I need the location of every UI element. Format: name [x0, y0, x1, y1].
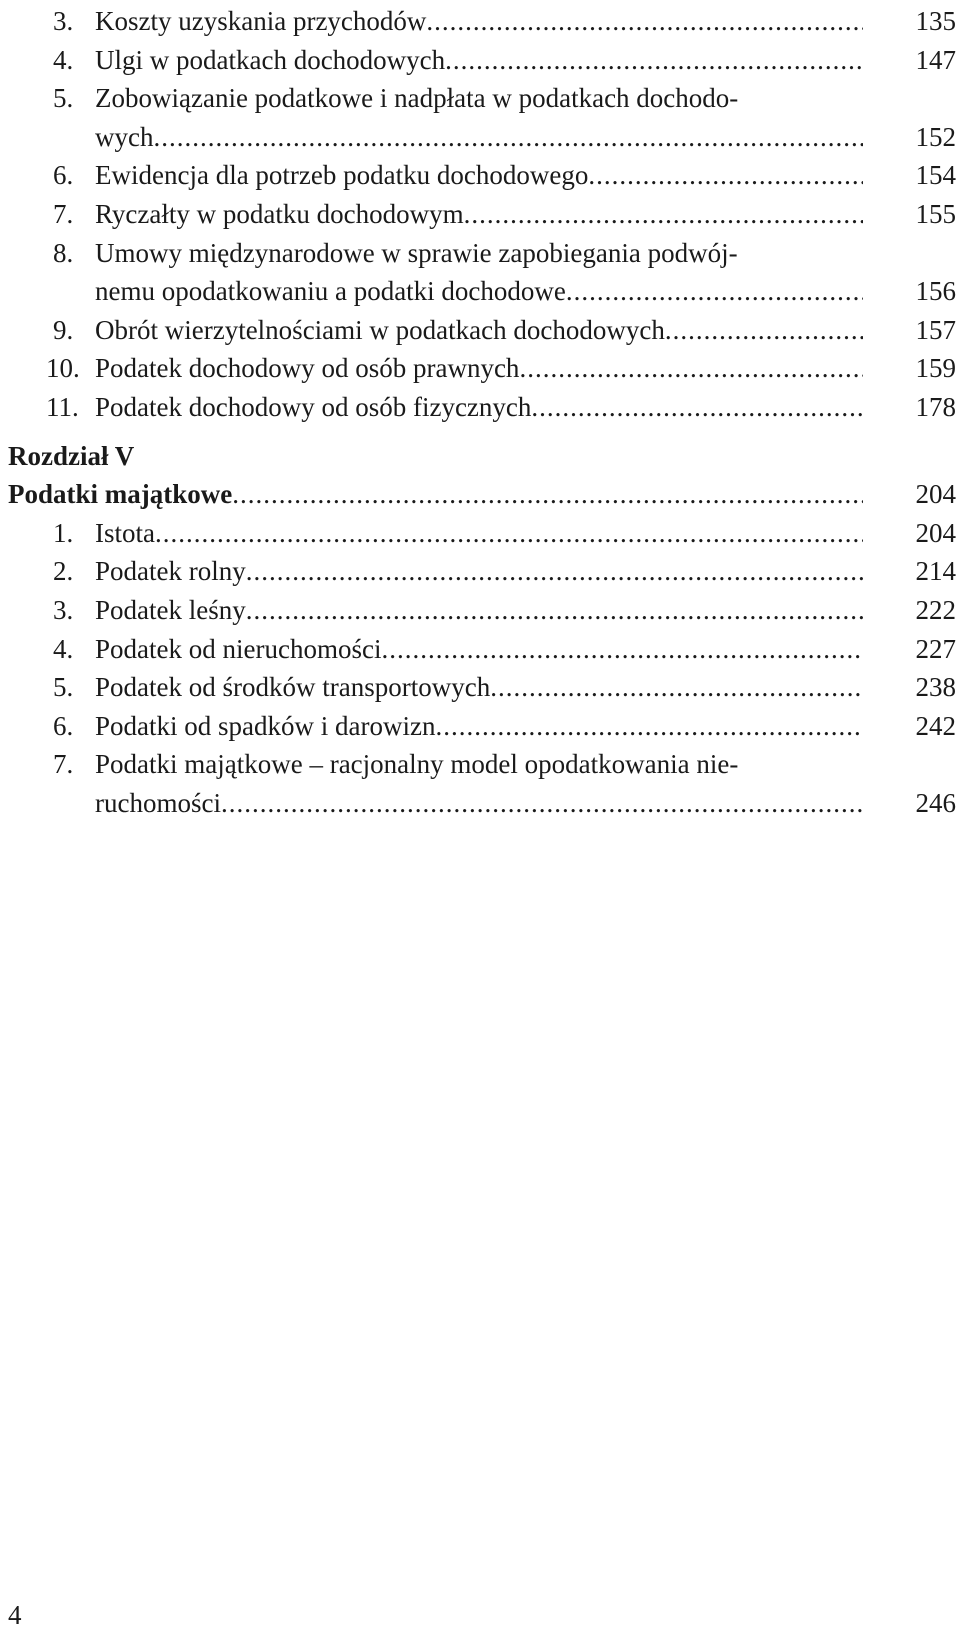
dot-leader: [665, 315, 863, 345]
toc-entry-page: 155: [915, 198, 956, 229]
toc-entry-title-cont: wych: [95, 121, 154, 152]
toc-entry-number: 7.: [53, 749, 74, 780]
toc-entry-title: Podatek leśny: [95, 594, 246, 625]
chapter-page: 204: [915, 479, 956, 510]
toc-entry[interactable]: [8, 707, 956, 746]
toc-entry-title: Koszty uzyskania przychodów: [95, 6, 427, 36]
toc-entry[interactable]: [8, 195, 956, 234]
toc-entry-number: 5.: [53, 672, 74, 703]
toc-entry-page: 135: [915, 6, 956, 36]
toc-entry-title: Podatki od spadków i darowizn: [95, 710, 436, 741]
toc-entry-title: Podatek dochodowy od osób prawnych: [95, 353, 520, 384]
toc-entry-number: 6.: [53, 710, 74, 741]
toc-entry[interactable]: [8, 41, 956, 80]
toc-entry-page: 246: [915, 787, 956, 818]
toc-entry-title: Zobowiązanie podatkowe i nadpłata w podatkach dochodo-: [95, 83, 739, 114]
table-of-contents: [8, 2, 956, 822]
dot-leader: [381, 634, 863, 664]
dot-leader: [490, 672, 863, 702]
chapter-heading: [8, 437, 956, 476]
dot-leader: [566, 276, 863, 306]
dot-leader: [531, 392, 863, 422]
toc-entry-title: Istota: [95, 517, 155, 548]
toc-entry-page: 147: [915, 44, 956, 75]
page-number: 4: [8, 1600, 22, 1630]
toc-entry-page: 154: [915, 160, 956, 191]
toc-entry-continuation[interactable]: [8, 118, 956, 157]
toc-entry-number: 10.: [46, 353, 80, 384]
toc-entry-page: 178: [915, 391, 956, 422]
toc-entry[interactable]: [8, 552, 956, 591]
toc-entry-page: 242: [915, 710, 956, 741]
toc-entry[interactable]: [8, 79, 956, 118]
toc-entry[interactable]: [8, 234, 956, 273]
toc-entry-title: Podatek dochodowy od osób fizycznych: [95, 391, 532, 422]
toc-entry-number: 11.: [46, 391, 79, 422]
dot-leader: [246, 556, 863, 586]
toc-entry-number: 3.: [53, 6, 74, 36]
dot-leader: [588, 160, 863, 190]
dot-leader: [435, 711, 863, 741]
dot-leader: [246, 595, 863, 625]
toc-entry[interactable]: [8, 668, 956, 707]
toc-entry-number: 9.: [53, 314, 74, 345]
dot-leader: [464, 199, 863, 229]
toc-entry-page: 159: [915, 353, 956, 384]
toc-entry-title: Ewidencja dla potrzeb podatku dochodowego: [95, 160, 589, 191]
toc-entry-title: Podatek rolny: [95, 556, 246, 587]
dot-leader: [445, 45, 863, 75]
toc-entry-number: 6.: [53, 160, 74, 191]
dot-leader: [519, 353, 863, 383]
toc-entry-number: 5.: [53, 83, 74, 114]
toc-entry[interactable]: [8, 591, 956, 630]
toc-entry-page: 157: [915, 314, 956, 345]
toc-entry-number: 7.: [53, 198, 74, 229]
toc-entry-page: 214: [915, 556, 956, 587]
dot-leader: [232, 479, 863, 509]
toc-entry[interactable]: [8, 630, 956, 669]
toc-entry-title-cont: nemu opodatkowaniu a podatki dochodowe: [95, 276, 566, 307]
toc-entry-title: Obrót wierzytelnościami w podatkach dochodowych: [95, 314, 665, 345]
toc-entry[interactable]: [8, 388, 956, 427]
toc-entry-number: 4.: [53, 633, 74, 664]
toc-entry[interactable]: [8, 2, 956, 41]
toc-entry[interactable]: [8, 311, 956, 350]
toc-entry-number: 3.: [53, 594, 74, 625]
toc-entry-number: 4.: [53, 44, 74, 75]
toc-entry[interactable]: [8, 156, 956, 195]
toc-entry-page: 156: [915, 276, 956, 307]
toc-entry-number: 1.: [53, 517, 74, 548]
toc-entry-page: 227: [915, 633, 956, 664]
toc-entry-title-cont: ruchomości: [95, 787, 221, 818]
toc-entry-number: 8.: [53, 237, 74, 268]
dot-leader: [155, 518, 863, 548]
chapter-label: Rozdział V: [8, 440, 135, 471]
toc-entry-page: 222: [915, 594, 956, 625]
dot-leader: [221, 788, 863, 818]
toc-entry[interactable]: [8, 745, 956, 784]
toc-entry-page: 238: [915, 672, 956, 703]
toc-entry[interactable]: [8, 514, 956, 553]
section-gap: [8, 427, 956, 437]
toc-entry-title: Ryczałty w podatku dochodowym: [95, 198, 464, 229]
toc-entry-title: Ulgi w podatkach dochodowych: [95, 44, 446, 75]
toc-entry[interactable]: [8, 349, 956, 388]
chapter-title: Podatki majątkowe: [8, 479, 233, 510]
toc-entry-number: 2.: [53, 556, 74, 587]
toc-entry-continuation[interactable]: [8, 272, 956, 311]
chapter-entry[interactable]: [8, 475, 956, 514]
dot-leader: [153, 122, 863, 152]
toc-entry-continuation[interactable]: [8, 784, 956, 823]
toc-entry-title: Podatek od nieruchomości: [95, 633, 382, 664]
toc-entry-page: 152: [915, 121, 956, 152]
toc-entry-page: 204: [915, 517, 956, 548]
toc-entry-title: Umowy międzynarodowe w sprawie zapobiegania podwój-: [95, 237, 738, 268]
dot-leader: [426, 6, 863, 36]
toc-entry-title: Podatki majątkowe – racjonalny model opodatkowania nie-: [95, 749, 739, 780]
toc-entry-title: Podatek od środków transportowych: [95, 672, 491, 703]
